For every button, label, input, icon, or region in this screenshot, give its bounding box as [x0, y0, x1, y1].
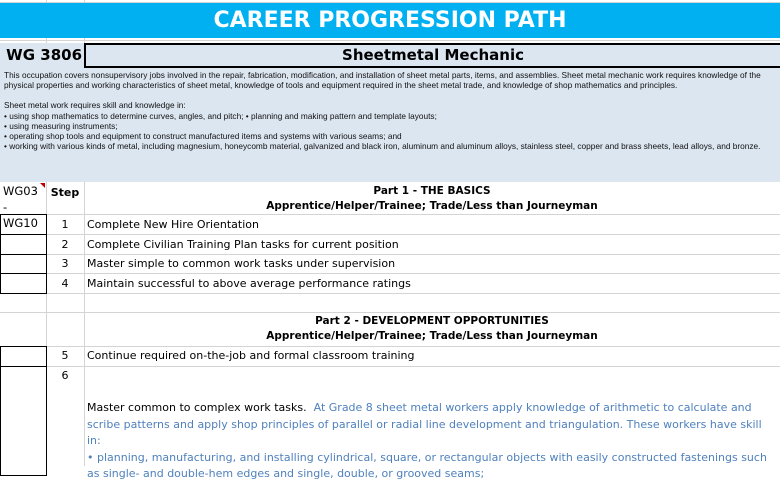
step-header: Step	[50, 186, 80, 199]
gridline	[0, 366, 780, 367]
step-number: 1	[61, 218, 69, 231]
description-bullet: • using measuring instruments;	[4, 120, 118, 131]
gridline	[0, 40, 780, 41]
gridline	[0, 254, 780, 255]
step-6-text	[87, 400, 777, 483]
part2-header	[84, 314, 780, 344]
step-number: 2	[61, 238, 69, 251]
gridline	[0, 312, 780, 313]
gridline	[0, 214, 780, 215]
step-text: Maintain successful to above average performance ratings	[87, 277, 411, 290]
grade-range-header: WG03 - WG10	[3, 184, 38, 230]
description-intro: Sheet metal work requires skill and knowledge in:	[4, 100, 186, 111]
wg-code: WG 3806	[0, 43, 84, 68]
description-bullet: • operating shop tools and equipment to construct manufactured items and systems with various seams; and	[4, 131, 402, 142]
description-bullet: • using shop mathematics to determine curves, angles, and pitch; • planning and making pattern and template layouts;	[4, 110, 437, 121]
step-6-detail: At Grade 8 sheet metal workers apply knowledge of arithmetic to calculate and scribe patterns and apply shop principles of parallel or radial line development and triangulation. These workers have skill in:	[87, 401, 762, 447]
step-6-lead: Master common to complex work tasks.	[87, 401, 307, 414]
part1-title: Part 1 - THE BASICS	[373, 185, 491, 197]
description-bullet: • working with various kinds of metal, including magnesium, honeycomb material, galvanized and black iron, aluminum and aluminum alloys, stainless steel, copper and brass sheets, lead alloys, and bronze.	[4, 141, 761, 152]
gridline	[0, 273, 780, 274]
step-text: Complete Civilian Training Plan tasks for current position	[87, 238, 399, 251]
part1-header	[84, 184, 780, 214]
step-text: Master simple to common work tasks under supervision	[87, 257, 396, 270]
part2-subtitle: Apprentice/Helper/Trainee; Trade/Less than Journeyman	[266, 330, 598, 342]
grade-checkbox	[0, 346, 47, 367]
step-number: 3	[61, 257, 69, 270]
step-text: Continue required on-the-job and formal classroom training	[87, 349, 415, 362]
step-text: Complete New Hire Orientation	[87, 218, 259, 231]
step-number: 4	[61, 277, 69, 290]
page-title: CAREER PROGRESSION PATH	[0, 3, 780, 38]
comment-indicator-icon[interactable]	[40, 183, 45, 188]
part1-subtitle: Apprentice/Helper/Trainee; Trade/Less than Journeyman	[266, 200, 598, 212]
gridline	[0, 346, 780, 347]
step-number: 6	[61, 369, 69, 382]
occupation-title: Sheetmetal Mechanic	[84, 43, 780, 68]
occupation-description	[0, 68, 780, 182]
step-number: 5	[61, 349, 69, 362]
grade-checkbox	[0, 366, 47, 476]
part2-title: Part 2 - DEVELOPMENT OPPORTUNITIES	[315, 315, 549, 327]
gridline	[0, 293, 780, 294]
gridline	[0, 234, 780, 235]
description-paragraph: This occupation covers nonsupervisory jobs involved in the repair, fabrication, modification, and installation of sheet metal parts, items, and assemblies. Sheet metal mechanic work requires knowledge of the physical properties and working characteristics of sheet metal, knowledge of tools and equipment required in the sheet metal trade, and knowledge of shop mathematics and principles.	[4, 70, 761, 91]
step-6-bullet: • planning, manufacturing, and installing cylindrical, square, or rectangular objects with easily constructed fastenings such as single- and double-hem edges and single, double, or grooved seams;	[87, 450, 767, 480]
